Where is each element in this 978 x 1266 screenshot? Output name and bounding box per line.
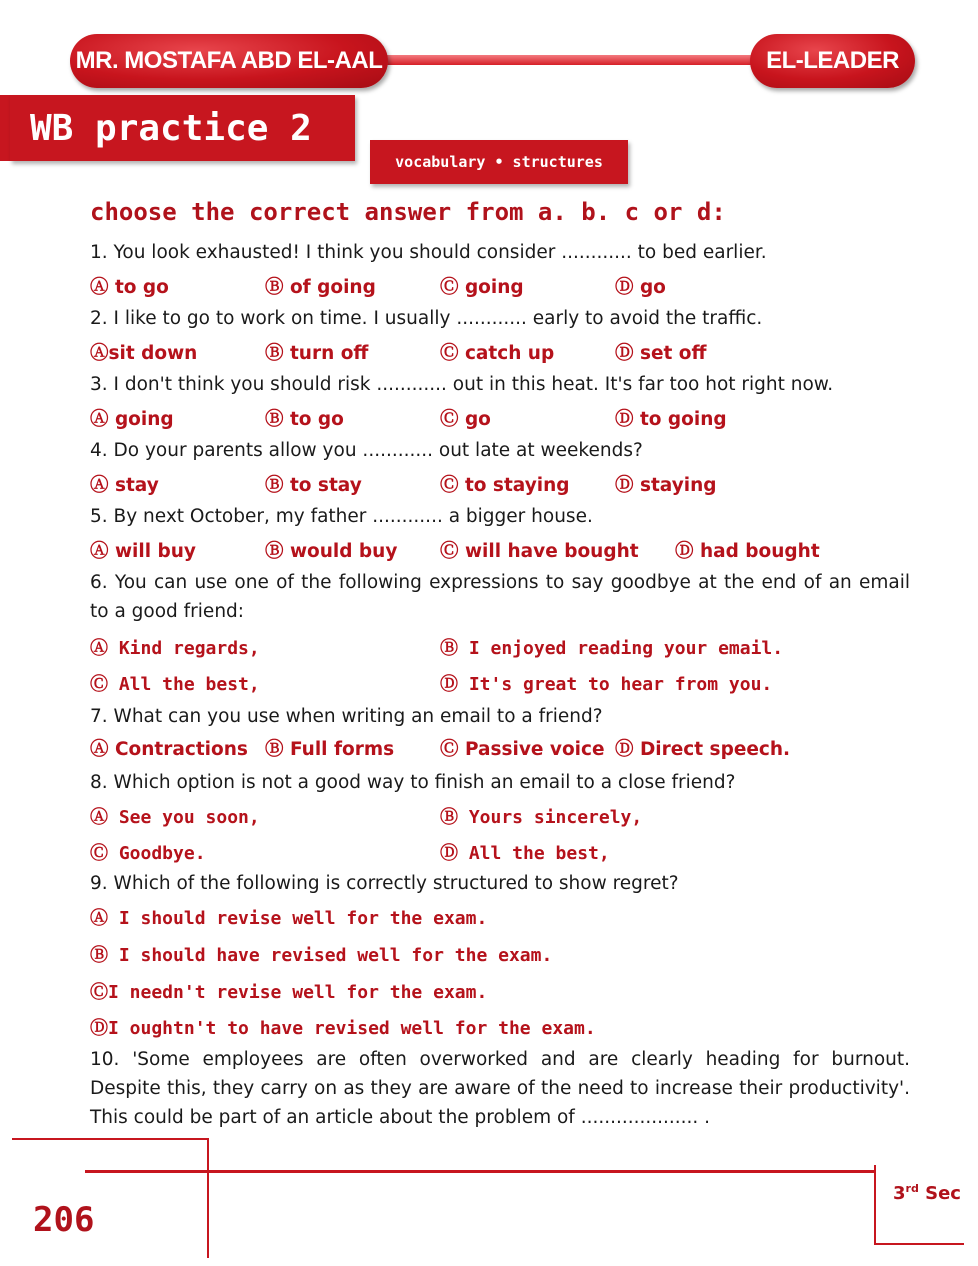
option-3b[interactable]: Ⓑ to go [265,409,344,430]
grade-text: Sec [925,1183,961,1204]
option-4b[interactable]: Ⓑ to stay [265,475,362,496]
author-badge: MR. MOSTAFA ABD EL-AAL [70,34,388,88]
footer-frame-left [12,1138,209,1258]
option-1c[interactable]: Ⓒ going [440,277,524,298]
question-2: 2. I like to go to work on time. I usually ............ early to avoid the traffic. [90,308,763,329]
option-3c[interactable]: Ⓒ go [440,409,491,430]
option-4a[interactable]: Ⓐ stay [90,475,159,496]
question-7: 7. What can you use when writing an email to a friend? [90,706,603,727]
grade-number: 3 [893,1183,906,1204]
section-subtitle: vocabulary • structures [370,140,628,184]
option-7c[interactable]: Ⓒ Passive voice [440,739,605,760]
question-5: 5. By next October, my father ............ a bigger house. [90,506,593,527]
question-10: 10. 'Some employees are often overworked and are clearly heading for burnout. Despite this, they carry on as they are aware of the need to increase their productivity'. This could be part of an article about the problem of .................... . [90,1049,910,1128]
option-8a[interactable]: Ⓐ See you soon, [90,807,260,828]
option-8b[interactable]: Ⓑ Yours sincerely, [440,807,643,828]
option-8d[interactable]: Ⓓ All the best, [440,843,610,864]
header-divider [360,55,760,65]
question-6: 6. You can use one of the following expressions to say goodbye at the end of an email to a good friend: [90,572,910,622]
question-3: 3. I don't think you should risk ............ out in this heat. It's far too hot right now. [90,374,834,395]
option-2d[interactable]: Ⓓ set off [615,343,707,364]
page-number: 206 [33,1200,95,1240]
option-8c[interactable]: Ⓒ Goodbye. [90,843,206,864]
option-5d[interactable]: Ⓓ had bought [675,541,820,562]
question-1: 1. You look exhausted! I think you should consider ............ to bed earlier. [90,242,767,263]
page-title: WB practice 2 [10,95,355,161]
option-2c[interactable]: Ⓒ catch up [440,343,555,364]
option-6c[interactable]: Ⓒ All the best, [90,674,260,695]
option-7b[interactable]: Ⓑ Full forms [265,739,395,760]
title-strip [0,95,10,161]
instruction-heading: choose the correct answer from a. b. c or d: [90,198,726,226]
grade-label [893,1182,961,1204]
option-1a[interactable]: Ⓐ to go [90,277,169,298]
option-1d[interactable]: Ⓓ go [615,277,666,298]
option-9c[interactable]: ⒸI needn't revise well for the exam. [90,982,488,1003]
option-6d[interactable]: Ⓓ It's great to hear from you. [440,674,773,695]
question-9: 9. Which of the following is correctly structured to show regret? [90,873,679,894]
grade-suffix: rd [905,1182,919,1195]
option-9b[interactable]: Ⓑ I should have revised well for the exam. [90,945,553,966]
option-9d[interactable]: ⒹI oughtn't to have revised well for the exam. [90,1018,596,1039]
option-4c[interactable]: Ⓒ to staying [440,475,570,496]
option-4d[interactable]: Ⓓ staying [615,475,717,496]
option-5b[interactable]: Ⓑ would buy [265,541,398,562]
question-8: 8. Which option is not a good way to finish an email to a close friend? [90,772,736,793]
option-3a[interactable]: Ⓐ going [90,409,174,430]
brand-badge: EL-LEADER [750,34,915,88]
option-1b[interactable]: Ⓑ of going [265,277,376,298]
option-5a[interactable]: Ⓐ will buy [90,541,196,562]
option-5c[interactable]: Ⓒ will have bought [440,541,639,562]
option-3d[interactable]: Ⓓ to going [615,409,727,430]
option-7a[interactable]: Ⓐ Contractions [90,739,248,760]
option-2b[interactable]: Ⓑ turn off [265,343,369,364]
footer-frame-right [874,1165,964,1245]
option-6a[interactable]: Ⓐ Kind regards, [90,638,260,659]
option-2a[interactable]: Ⓐsit down [90,343,198,364]
option-7d[interactable]: Ⓓ Direct speech. [615,739,791,760]
option-9a[interactable]: Ⓐ I should revise well for the exam. [90,908,488,929]
footer-divider [85,1170,875,1173]
option-6b[interactable]: Ⓑ I enjoyed reading your email. [440,638,784,659]
question-4: 4. Do your parents allow you ............ out late at weekends? [90,440,643,461]
